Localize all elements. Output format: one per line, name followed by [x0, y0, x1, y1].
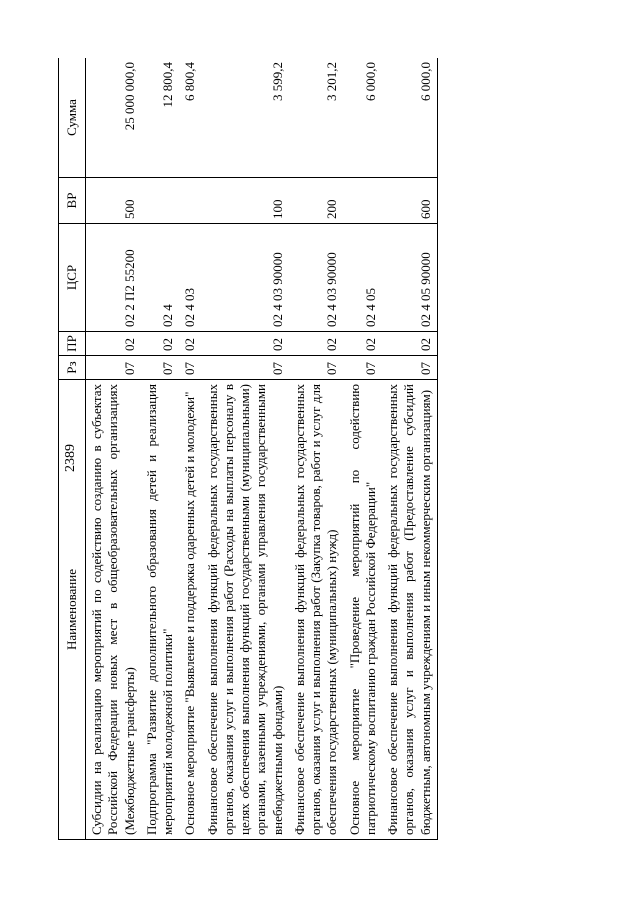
- table-row: [86, 58, 141, 840]
- row-rz: 07: [141, 356, 180, 380]
- row-rz: 07: [382, 356, 437, 380]
- table-row: [382, 58, 437, 840]
- row-vr: 200: [289, 178, 344, 224]
- row-csr: 02 4 05: [344, 224, 383, 332]
- table-row: [141, 58, 180, 840]
- rotated-table-content: [58, 58, 607, 840]
- header-name: Наименование: [59, 380, 86, 840]
- row-pr: 02: [141, 332, 180, 356]
- row-sum: 3 201,2: [289, 58, 344, 178]
- row-csr: 02 4 03 90000: [289, 224, 344, 332]
- row-sum: 25 000 000,0: [86, 58, 141, 178]
- row-csr: 02 2 П2 55200: [86, 224, 141, 332]
- header-row: [59, 58, 86, 840]
- row-pr: 02: [179, 332, 201, 356]
- row-name: Основное мероприятие "Проведение мероприятий по содействию патриотическому воспитанию граждан Российской Федерации": [344, 380, 383, 840]
- row-rz: 07: [344, 356, 383, 380]
- row-name: Субсидии на реализацию мероприятий по содействию созданию в субъектах Российской Федерации новых мест в общеобразовательных организациях (Межбюджетные трансферты): [86, 380, 141, 840]
- row-name: Финансовое обеспечение выполнения функций федеральных государственных органов, оказания услуг и выполнения работ (Расходы на выплаты персоналу в целях обеспечения выполнения функций государственными (муниципальными) органами, казенными учреждениями, органами управления государственными внебюджетными фондами): [202, 380, 289, 840]
- header-csr: ЦСР: [59, 224, 86, 332]
- rotated-table-frame: [58, 58, 607, 840]
- row-vr: 100: [202, 178, 289, 224]
- row-name: Подпрограмма "Развитие дополнительного образования детей и реализация мероприятий молодежной политики": [141, 380, 180, 840]
- row-csr: 02 4 03 90000: [202, 224, 289, 332]
- row-rz: 07: [289, 356, 344, 380]
- row-vr: [141, 178, 180, 224]
- row-pr: 02: [86, 332, 141, 356]
- row-vr: 500: [86, 178, 141, 224]
- row-csr: 02 4 05 90000: [382, 224, 437, 332]
- table-row: [289, 58, 344, 840]
- row-name: Основное мероприятие "Выявление и поддержка одаренных детей и молодежи": [179, 380, 201, 840]
- row-sum: 6 000,0: [344, 58, 383, 178]
- row-pr: 02: [382, 332, 437, 356]
- row-sum: 3 599,2: [202, 58, 289, 178]
- row-vr: [344, 178, 383, 224]
- row-vr: [179, 178, 201, 224]
- table-row: [202, 58, 289, 840]
- row-csr: 02 4 03: [179, 224, 201, 332]
- table-row: [344, 58, 383, 840]
- page-number-text: 2389: [63, 443, 78, 472]
- row-sum: 6 000,0: [382, 58, 437, 178]
- budget-table: [58, 58, 438, 840]
- row-rz: 07: [202, 356, 289, 380]
- row-name: Финансовое обеспечение выполнения функций федеральных государственных органов, оказания услуг и выполнения работ (Предоставление субсидий бюджетным, автономным учреждениям и иным некоммерческим организациям): [382, 380, 437, 840]
- row-name: Финансовое обеспечение выполнения функций федеральных государственных органов, оказания услуг и выполнения работ (Закупка товаров, работ и услуг для обеспечения государственных (муниципальных) нужд): [289, 380, 344, 840]
- row-pr: 02: [202, 332, 289, 356]
- header-rz: Рз: [59, 356, 86, 380]
- row-rz: 07: [179, 356, 201, 380]
- header-pr: ПР: [59, 332, 86, 356]
- row-pr: 02: [344, 332, 383, 356]
- header-sum: Сумма: [59, 58, 86, 178]
- row-sum: 12 800,4: [141, 58, 180, 178]
- row-vr: 600: [382, 178, 437, 224]
- row-rz: 07: [86, 356, 141, 380]
- row-csr: 02 4: [141, 224, 180, 332]
- row-sum: 6 800,4: [179, 58, 201, 178]
- header-vr: ВР: [59, 178, 86, 224]
- table-row: [179, 58, 201, 840]
- row-pr: 02: [289, 332, 344, 356]
